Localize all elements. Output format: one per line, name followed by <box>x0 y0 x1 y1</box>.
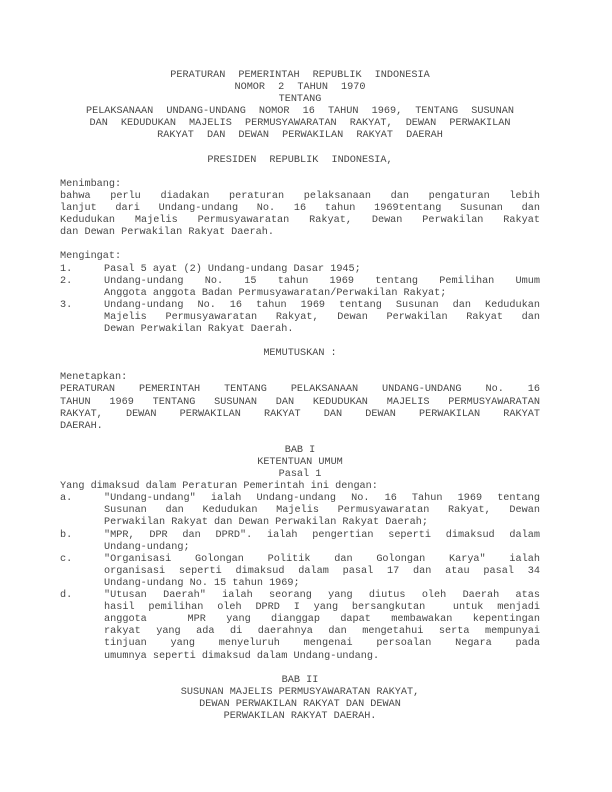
text-line: Perwakilan Rakyat dan Dewan Perwakilan Rakyat Daerah; <box>104 517 429 529</box>
mengingat-list <box>60 264 540 337</box>
text-line: TENTANG <box>278 94 322 106</box>
text-line: Undang-undang No. 16 tahun 1969 tentang Susunan dan Kedudukan <box>104 299 540 311</box>
text-line: Yang dimaksud dalam Peraturan Pemerintah ini dengan: <box>60 481 378 493</box>
text-line: dan Dewan Perwakilan Rakyat Daerah. <box>60 227 274 239</box>
text-line: RAKYAT DAN DEWAN PERWAKILAN RAKYAT DAERAH <box>157 130 443 142</box>
list-item-body <box>104 590 540 663</box>
list-item-marker: 2. <box>60 275 73 287</box>
list-item-marker: d. <box>60 590 73 602</box>
list-item-marker: 1. <box>60 263 73 275</box>
text-line: Pasal 5 ayat (2) Undang-undang Dasar 1945; <box>104 263 361 275</box>
mengingat-label <box>60 251 540 263</box>
list-item-marker: c. <box>60 553 73 565</box>
text-line: "Undang-undang" ialah Undang-undang No. 16 Tahun 1969 tentang <box>104 493 540 505</box>
list-item <box>60 276 540 300</box>
list-item <box>60 554 540 590</box>
text-line: "Organisasi Golongan Politik dan Golongan Karya" ialah <box>104 553 540 565</box>
text-line: DAERAH. <box>60 420 103 432</box>
text-line: organisasi seperti dimaksud dalam pasal 17 dan atau pasal 34 <box>104 565 540 577</box>
text-line: SUSUNAN MAJELIS PERMUSYAWARATAN RAKYAT, <box>180 686 420 698</box>
text-line: MEMUTUSKAN : <box>263 348 337 360</box>
text-line: DAN KEDUDUKAN MAJELIS PERMUSYAWARATAN RAKYAT, DEWAN PERWAKILAN <box>89 118 511 130</box>
text-line: RAKYAT, DEWAN PERWAKILAN RAKYAT DAN DEWAN PERWAKILAN RAKYAT <box>60 408 540 420</box>
text-line: Dewan Perwakilan Rakyat Daerah. <box>104 323 294 335</box>
blank-line <box>60 167 540 179</box>
text-line: PRESIDEN REPUBLIK INDONESIA, <box>207 154 393 166</box>
text-line: bahwa perlu diadakan peraturan pelaksanaan dan pengaturan lebih <box>60 190 540 202</box>
text-line: rakyat yang ada di daerahnya dan mengetahui serta mempunyai <box>104 626 540 638</box>
document-content <box>60 70 540 723</box>
list-item-body <box>104 276 540 300</box>
list-item-marker: a. <box>60 493 73 505</box>
menimbang-text <box>60 191 540 239</box>
text-line: PERATURAN PEMERINTAH REPUBLIK INDONESIA <box>170 70 430 81</box>
list-item-body <box>104 530 540 554</box>
list-item <box>60 300 540 336</box>
list-item <box>60 264 540 276</box>
text-line: Anggota anggota Badan Permusyawaratan/Perwakilan Rakyat; <box>104 287 447 299</box>
list-item-body <box>104 264 540 276</box>
list-item-marker: 3. <box>60 299 73 311</box>
list-item <box>60 590 540 663</box>
pasal1-list <box>60 493 540 662</box>
blank-line <box>60 239 540 251</box>
text-line: KETENTUAN UMUM <box>257 457 343 468</box>
text-line: "Utusan Daerah" ialah seorang yang diutus oleh Daerah atas <box>104 590 540 602</box>
text-line: hasil pemilihan oleh DPRD I yang bersangkutan untuk menjadi <box>104 602 540 614</box>
list-item-marker: b. <box>60 529 73 541</box>
text-line: Susunan dan Kedudukan Majelis Permusyawaratan Rakyat, Dewan <box>104 505 540 517</box>
blank-line <box>60 360 540 372</box>
list-item <box>60 530 540 554</box>
text-line: Mengingat: <box>60 251 122 263</box>
bab2-heading <box>60 675 540 723</box>
text-line: PERATURAN PEMERINTAH TENTANG PELAKSANAAN UNDANG-UNDANG No. 16 <box>60 384 540 396</box>
text-line: Undang-undang; <box>104 541 190 553</box>
memutuskan-heading <box>60 348 540 360</box>
text-line: tinjuan yang menyeluruh mengenai persoalan Negara pada <box>104 638 540 650</box>
text-line: DEWAN PERWAKILAN RAKYAT DAN DEWAN <box>199 698 401 710</box>
text-line: Menetapkan: <box>60 372 128 384</box>
pasal1-intro <box>60 481 540 493</box>
text-line: Undang-undang No. 15 tahun 1969; <box>104 577 300 589</box>
blank-line <box>60 433 540 445</box>
bab1-heading <box>60 445 540 481</box>
text-line: Undang-undang No. 15 tahun 1969 tentang Pemilihan Umum <box>104 275 540 287</box>
menimbang-label <box>60 179 540 191</box>
text-line: NOMOR 2 TAHUN 1970 <box>234 82 366 94</box>
text-line: Majelis Permusyawaratan Rakyat, Dewan Perwakilan Rakyat dan <box>104 311 540 323</box>
menetapkan-text <box>60 384 540 432</box>
blank-line <box>60 663 540 675</box>
list-item-body <box>104 554 540 590</box>
text-line: Pasal 1 <box>278 469 322 481</box>
blank-line <box>60 143 540 155</box>
text-line: Kedudukan Majelis Permusyawaratan Rakyat, Dewan Perwakilan Rakyat <box>60 215 540 227</box>
list-item-body <box>104 493 540 529</box>
menetapkan-label <box>60 372 540 384</box>
text-line: TAHUN 1969 TENTANG SUSUNAN DAN KEDUDUKAN MAJELIS PERMUSYAWARATAN <box>60 396 540 408</box>
text-line: anggota MPR yang dianggap dapat membawakan kepentingan <box>104 614 540 626</box>
text-line: lanjut dari Undang-undang No. 16 tahun 1969tentang Susunan dan <box>60 203 540 215</box>
issuer-heading <box>60 155 540 167</box>
list-item <box>60 493 540 529</box>
text-line: "MPR, DPR dan DPRD". ialah pengertian seperti dimaksud dalam <box>104 529 540 541</box>
text-line: BAB II <box>281 674 319 686</box>
text-line: PELAKSANAAN UNDANG-UNDANG NOMOR 16 TAHUN 1969, TENTANG SUSUNAN <box>85 106 515 118</box>
blank-line <box>60 336 540 348</box>
title-heading <box>60 70 540 143</box>
text-line: Menimbang: <box>60 178 122 190</box>
text-line: PERWAKILAN RAKYAT DAERAH. <box>223 710 377 722</box>
list-item-body <box>104 300 540 336</box>
text-line: umumnya seperti dimaksud dalam Undang-undang. <box>104 650 380 662</box>
text-line: BAB I <box>284 444 316 456</box>
